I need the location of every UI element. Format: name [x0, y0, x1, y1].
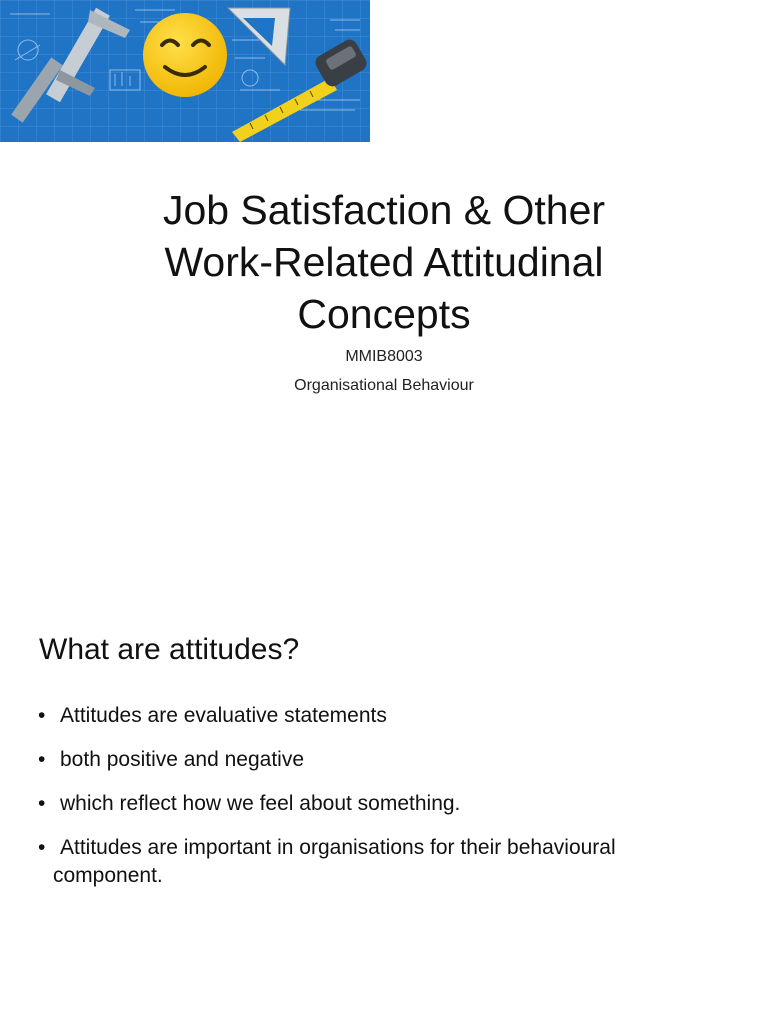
slide-title-line-1: Job Satisfaction & Other: [162, 187, 606, 233]
slide-title-line-2: Work-Related Attitudinal: [164, 239, 604, 285]
slide-title-line-3: Concepts: [297, 291, 471, 337]
bullet-list: [38, 702, 728, 906]
course-name: Organisational Behaviour: [294, 377, 474, 394]
course-code: MMIB8003: [345, 348, 423, 365]
bullet-item: • both positive and negative: [38, 746, 728, 774]
banner-image: [0, 0, 370, 142]
section-heading: What are attitudes?: [39, 633, 300, 666]
smiley-face-icon: [143, 13, 227, 97]
bullet-item: • Attitudes are evaluative statements: [38, 702, 728, 730]
bullet-item: • which reflect how we feel about something.: [38, 790, 728, 818]
slide-title: [0, 184, 768, 340]
bullet-item: • Attitudes are important in organisations for their behavioural component.: [38, 834, 728, 890]
